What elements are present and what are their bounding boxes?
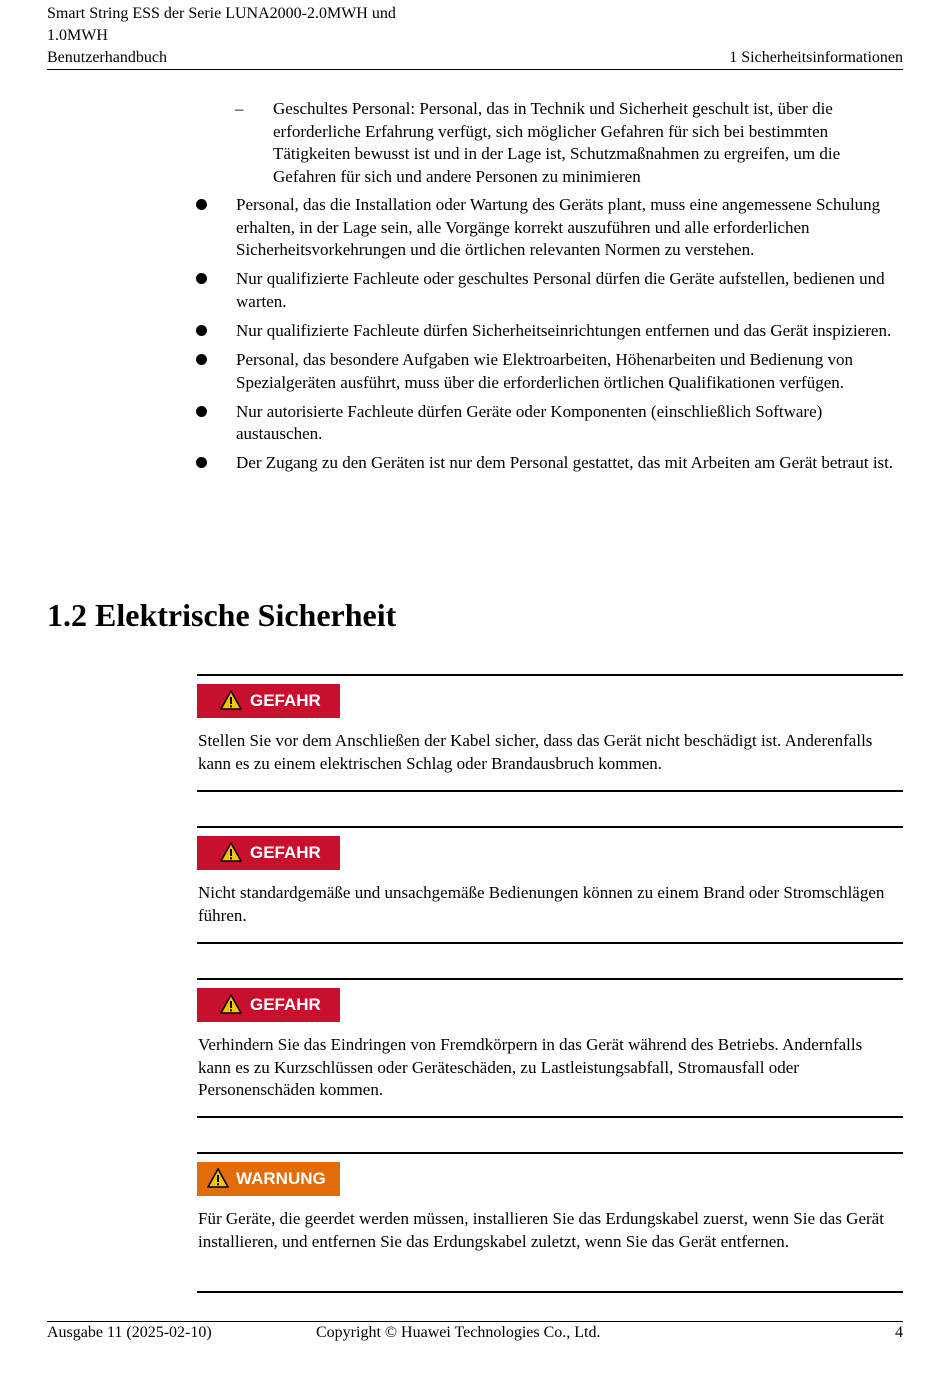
warning-triangle-icon	[220, 690, 242, 710]
danger-notice	[197, 826, 903, 944]
bullet-item	[196, 320, 903, 343]
bullet-dot-icon	[196, 325, 207, 336]
bullet-item	[196, 452, 903, 475]
bullet-text: Nur qualifizierte Fachleute dürfen Sicherheitseinrichtungen entfernen und das Gerät inspizieren.	[236, 320, 892, 340]
bullet-text: Nur qualifizierte Fachleute oder geschultes Personal dürfen die Geräte aufstellen, bedienen und warten.	[236, 269, 885, 311]
copyright: Copyright © Huawei Technologies Co., Ltd.	[316, 1324, 601, 1341]
notice-text: Nicht standardgemäße und unsachgemäße Bedienungen können zu einem Brand oder Stromschlägen führen.	[198, 883, 885, 925]
bullet-text: Der Zugang zu den Geräten ist nur dem Personal gestattet, das mit Arbeiten am Gerät betraut ist.	[236, 453, 894, 473]
bullet-dot-icon	[196, 273, 207, 284]
warning-triangle-icon	[220, 994, 242, 1014]
bullet-text: Personal, das die Installation oder Wartung des Geräts plant, muss eine angemessene Schulung erhalten, in der Lage sein, alle Vorgänge korrekt auszuführen und alle erforderlichen Sicherheitsvorkehrungen und die örtlichen relevanten Normen zu verstehen.	[236, 195, 881, 260]
notice-text: Stellen Sie vor dem Anschließen der Kabel sicher, dass das Gerät nicht beschädigt ist. Anderenfalls kann es zu einem elektrischen Schlag oder Brandausbruch kommen.	[198, 731, 873, 773]
edition: Ausgabe 11 (2025-02-10)	[47, 1324, 212, 1341]
doc-title-line1: Smart String ESS der Serie LUNA2000-2.0MWH und	[47, 5, 396, 22]
section-title: 1.2 Elektrische Sicherheit	[47, 597, 397, 633]
chapter-title: 1 Sicherheitsinformationen	[729, 49, 903, 66]
danger-badge	[197, 836, 340, 870]
bullet-text: Personal, das besondere Aufgaben wie Elektroarbeiten, Höhenarbeiten und Bedienung von Spezialgeräten ausführt, muss über die erforderlichen örtlichen Qualifikationen verfügen.	[236, 350, 854, 392]
badge-label: GEFAHR	[250, 995, 321, 1014]
danger-badge	[197, 988, 340, 1022]
sub-list-item-text: Geschultes Personal: Personal, das in Technik und Sicherheit geschult ist, über die erforderliche Erfahrung verfügt, sich möglicher Gefahren für sich bei bestimmten Tätigkeiten bewusst ist und in der Lage ist, Schutzmaßnahmen zu ergreifen, um die Gefahren für sich und andere Personen zu minimieren	[273, 99, 841, 186]
warning-triangle-icon	[207, 1168, 229, 1188]
bullet-item	[196, 268, 903, 313]
bullet-dot-icon	[196, 354, 207, 365]
bullet-dot-icon	[196, 406, 207, 417]
doc-title-line2: 1.0MWH	[47, 27, 108, 44]
warning-badge	[197, 1162, 340, 1196]
badge-label: GEFAHR	[250, 843, 321, 862]
danger-notice	[197, 978, 903, 1118]
warning-notice	[197, 1152, 903, 1293]
doc-type: Benutzerhandbuch	[47, 49, 167, 66]
notice-text: Verhindern Sie das Eindringen von Fremdkörpern in das Gerät während des Betriebs. Andernfalls kann es zu Kurzschlüssen oder Geräteschäden, zu Lastleistungsabfall, Stromausfall oder Personenschäden kommen.	[198, 1035, 863, 1100]
page-number: 4	[895, 1324, 903, 1341]
bullet-item	[196, 401, 903, 446]
bullet-text: Nur autorisierte Fachleute dürfen Geräte oder Komponenten (einschließlich Software) austauschen.	[236, 401, 823, 444]
bullet-dot-icon	[196, 199, 207, 210]
badge-label: GEFAHR	[250, 691, 321, 710]
bullet-item	[196, 349, 903, 394]
page-footer	[47, 1321, 903, 1352]
page-header	[47, 3, 903, 70]
warning-triangle-icon	[220, 842, 242, 862]
danger-notice	[197, 674, 903, 792]
bullet-item	[196, 194, 903, 262]
badge-label: WARNUNG	[236, 1169, 326, 1188]
danger-badge	[197, 684, 340, 718]
dash-mark: –	[235, 99, 244, 118]
bullet-dot-icon	[196, 457, 207, 468]
notice-text: Für Geräte, die geerdet werden müssen, installieren Sie das Erdungskabel zuerst, wenn Sie das Gerät installieren, und entfernen Sie das Erdungskabel zuletzt, wenn Sie das Gerät entfernen.	[198, 1209, 884, 1251]
bullet-list	[196, 194, 903, 482]
header-left	[47, 3, 396, 69]
